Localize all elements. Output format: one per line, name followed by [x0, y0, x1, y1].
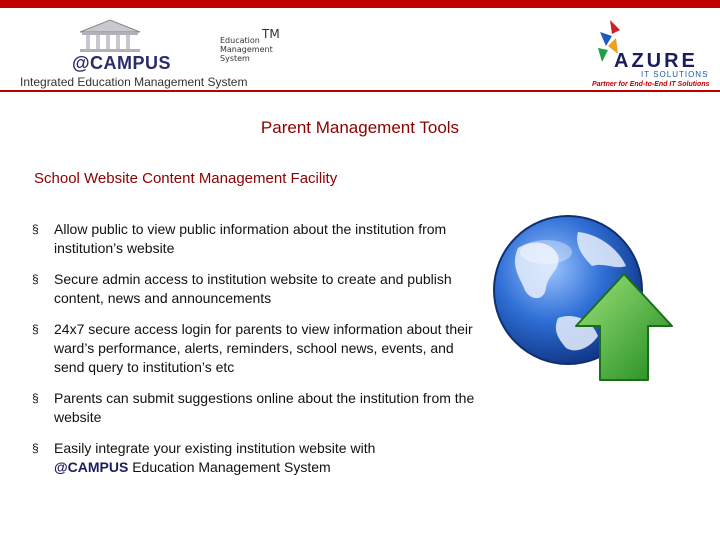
logo-caption — [220, 27, 280, 63]
bullet-text-suffix: Education Management System — [132, 459, 331, 475]
logo-line-management: Management — [220, 45, 273, 54]
bullet-text: Easily integrate your existing institution website with — [54, 440, 376, 456]
slide-subtitle: School Website Content Management Facility — [34, 170, 338, 187]
azure-brand: AZURE — [614, 50, 698, 72]
bullet-text: Allow public to view public information about the institution from institution’s website — [54, 221, 447, 256]
list-item — [32, 320, 487, 377]
header-tagline: Integrated Education Management System — [20, 75, 248, 89]
slide-header — [0, 8, 720, 88]
bullet-mark: § — [32, 441, 39, 455]
list-item — [32, 439, 487, 477]
azure-subtitle: IT SOLUTIONS — [641, 70, 709, 79]
bullet-mark: § — [32, 391, 39, 405]
bullet-text: Secure admin access to institution website to create and publish content, news and announcements — [54, 271, 452, 306]
list-item — [32, 389, 487, 427]
globe-upload-icon — [488, 208, 678, 398]
campus-inline-brand: @CAMPUS — [54, 459, 129, 475]
bullet-mark: § — [32, 272, 39, 286]
slide-title: Parent Management Tools — [260, 118, 460, 137]
building-icon — [70, 18, 150, 58]
top-accent-bar — [0, 0, 720, 8]
azure-tagline: Partner for End-to-End IT Solutions — [592, 81, 710, 88]
campus-logo — [70, 18, 280, 74]
logo-line-system: System — [220, 54, 250, 63]
bullet-mark: § — [32, 222, 39, 236]
azure-logo — [588, 20, 713, 90]
list-item — [32, 270, 487, 308]
campus-brand: @CAMPUS — [72, 53, 172, 73]
bullet-list — [32, 220, 487, 489]
logo-line-education: Education — [220, 36, 260, 45]
header-divider — [0, 90, 720, 92]
bullet-mark: § — [32, 322, 39, 336]
list-item — [32, 220, 487, 258]
bullet-text: 24x7 secure access login for parents to view information about their ward’s performance, alerts, reminders, school news, events, and send query to institution’s etc — [54, 321, 473, 375]
trademark: TM — [262, 27, 280, 41]
bullet-text: Parents can submit suggestions online about the institution from the website — [54, 390, 475, 425]
